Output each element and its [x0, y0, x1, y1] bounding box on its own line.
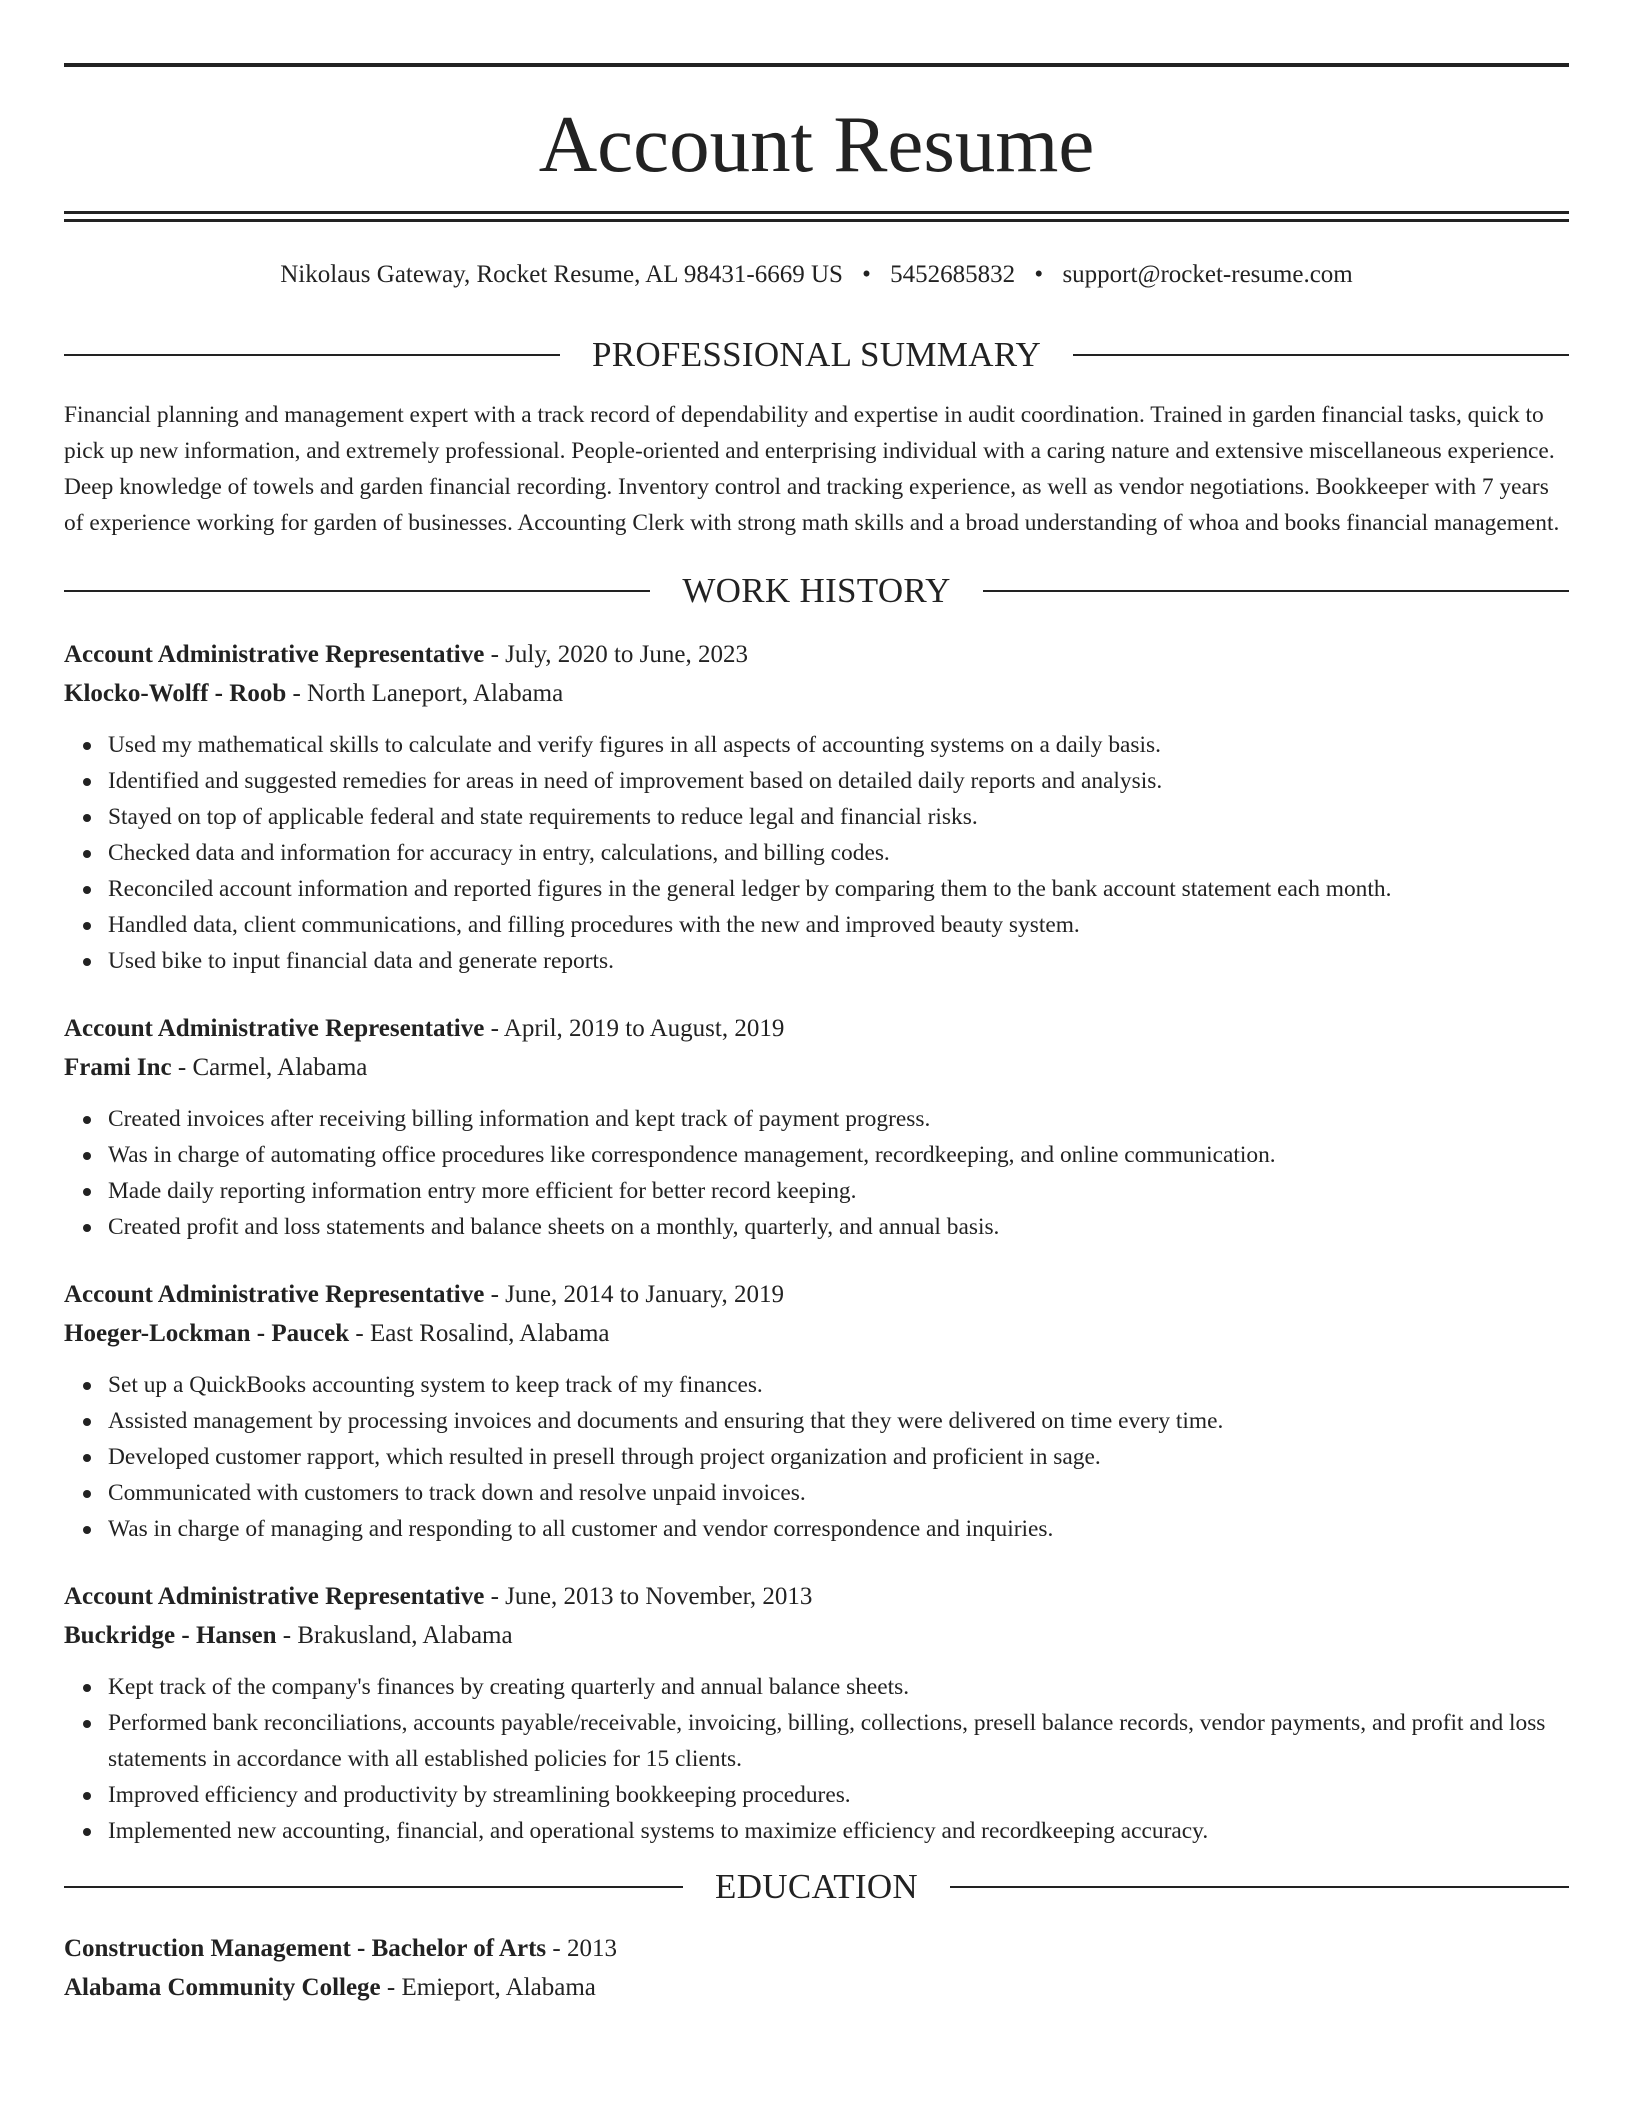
- contact-separator: •: [862, 261, 871, 288]
- job-bullet: Communicated with customers to track down and resolve unpaid invoices.: [108, 1475, 1569, 1511]
- job-title: Account Administrative Representative: [64, 641, 485, 668]
- job-entry: [64, 1009, 1569, 1245]
- job-company: Klocko-Wolff - Roob: [64, 680, 287, 707]
- heading-rule-right: [950, 1886, 1569, 1888]
- contact-separator: •: [1034, 261, 1044, 288]
- title-block: [64, 63, 1569, 222]
- job-dates: - June, 2013 to November, 2013: [484, 1583, 813, 1610]
- job-bullets: [64, 1669, 1569, 1849]
- job-location: - North Laneport, Alabama: [286, 680, 564, 707]
- job-company-line: [64, 1314, 1569, 1353]
- job-location: - East Rosalind, Alabama: [349, 1320, 610, 1347]
- heading-rule-right: [1073, 354, 1569, 356]
- heading-rule-left: [64, 354, 560, 356]
- job-company: Frami Inc: [64, 1054, 172, 1081]
- job-company: Hoeger-Lockman - Paucek: [64, 1320, 350, 1347]
- job-dates: - April, 2019 to August, 2019: [484, 1015, 785, 1042]
- job-bullet: Created profit and loss statements and balance sheets on a monthly, quarterly, and annual basis.: [108, 1209, 1569, 1245]
- job-bullet: Performed bank reconciliations, accounts payable/receivable, invoicing, billing, collections, presell balance records, vendor payments, and profit and loss statements in accordance with all established policies for 15 clients.: [108, 1705, 1569, 1777]
- work-section-heading: [64, 571, 1569, 611]
- heading-rule-right: [983, 590, 1569, 592]
- job-bullet: Assisted management by processing invoices and documents and ensuring that they were delivered on time every time.: [108, 1403, 1569, 1439]
- contact-email: support@rocket-resume.com: [1062, 261, 1353, 288]
- job-dates: - June, 2014 to January, 2019: [484, 1281, 785, 1308]
- education-degree: Construction Management - Bachelor of Arts: [64, 1935, 547, 1962]
- resume-title: Account Resume: [538, 99, 1095, 189]
- education-entry: [64, 1929, 1569, 2007]
- job-bullet: Handled data, client communications, and filling procedures with the new and improved beauty system.: [108, 907, 1569, 943]
- job-bullets: [64, 727, 1569, 979]
- title-double-rule: [64, 211, 1569, 222]
- job-location: - Brakusland, Alabama: [276, 1622, 513, 1649]
- job-bullet: Stayed on top of applicable federal and state requirements to reduce legal and financial risks.: [108, 799, 1569, 835]
- education-school-line: [64, 1968, 1569, 2007]
- education-heading: EDUCATION: [715, 1867, 918, 1906]
- job-dates: - July, 2020 to June, 2023: [484, 641, 748, 668]
- job-title: Account Administrative Representative: [64, 1583, 485, 1610]
- job-bullet: Checked data and information for accuracy in entry, calculations, and billing codes.: [108, 835, 1569, 871]
- education-location: - Emieport, Alabama: [380, 1974, 596, 2001]
- job-bullet: Set up a QuickBooks accounting system to keep track of my finances.: [108, 1367, 1569, 1403]
- job-entry: [64, 1275, 1569, 1547]
- education-section-heading: [64, 1867, 1569, 1907]
- job-bullet: Was in charge of managing and responding to all customer and vendor correspondence and inquiries.: [108, 1511, 1569, 1547]
- job-bullet: Kept track of the company's finances by creating quarterly and annual balance sheets.: [108, 1669, 1569, 1705]
- job-company: Buckridge - Hansen: [64, 1622, 277, 1649]
- heading-rule-left: [64, 1886, 683, 1888]
- resume-page: [64, 0, 1569, 2007]
- summary-text: Financial planning and management expert with a track record of dependability and expertise in audit coordination. Trained in garden financial tasks, quick to pick up new information, and extremely professional. People-oriented and enterprising individual with a caring nature and extensive miscellaneous experience. Deep knowledge of towels and garden financial recording. Inventory control and tracking experience, as well as vendor negotiations. Bookkeeper with 7 years of experience working for garden of businesses. Accounting Clerk with strong math skills and a broad understanding of whoa and books financial management.: [64, 402, 1560, 536]
- job-bullet: Identified and suggested remedies for areas in need of improvement based on detailed daily reports and analysis.: [108, 763, 1569, 799]
- job-title: Account Administrative Representative: [64, 1281, 485, 1308]
- job-bullet: Implemented new accounting, financial, and operational systems to maximize efficiency and recordkeeping accuracy.: [108, 1813, 1569, 1849]
- contact-address: Nikolaus Gateway, Rocket Resume, AL 98431-6669 US: [280, 261, 843, 288]
- job-title-line: [64, 1577, 1569, 1616]
- work-heading: WORK HISTORY: [682, 571, 951, 610]
- education-school: Alabama Community College: [64, 1974, 381, 2001]
- job-title: Account Administrative Representative: [64, 1015, 485, 1042]
- job-title-line: [64, 635, 1569, 674]
- job-company-line: [64, 1616, 1569, 1655]
- job-bullets: [64, 1367, 1569, 1547]
- contact-phone: 5452685832: [890, 261, 1016, 288]
- job-entry: [64, 1577, 1569, 1849]
- job-bullet: Reconciled account information and reported figures in the general ledger by comparing them to the bank account statement each month.: [108, 871, 1569, 907]
- top-rule: [64, 63, 1569, 67]
- summary-section-heading: [64, 335, 1569, 375]
- education-degree-line: [64, 1929, 1569, 1968]
- job-bullet: Improved efficiency and productivity by streamlining bookkeeping procedures.: [108, 1777, 1569, 1813]
- job-title-line: [64, 1275, 1569, 1314]
- job-location: - Carmel, Alabama: [171, 1054, 368, 1081]
- job-bullet: Used my mathematical skills to calculate and verify figures in all aspects of accounting systems on a daily basis.: [108, 727, 1569, 763]
- job-entry: [64, 635, 1569, 979]
- heading-rule-left: [64, 590, 650, 592]
- job-bullet: Was in charge of automating office procedures like correspondence management, recordkeeping, and online communication.: [108, 1137, 1569, 1173]
- job-bullet: Made daily reporting information entry more efficient for better record keeping.: [108, 1173, 1569, 1209]
- job-bullet: Developed customer rapport, which resulted in presell through project organization and proficient in sage.: [108, 1439, 1569, 1475]
- contact-line: [64, 259, 1569, 291]
- job-company-line: [64, 1048, 1569, 1087]
- job-bullet: Used bike to input financial data and generate reports.: [108, 943, 1569, 979]
- job-company-line: [64, 674, 1569, 713]
- education-year: - 2013: [546, 1935, 617, 1962]
- job-bullets: [64, 1101, 1569, 1245]
- job-bullet: Created invoices after receiving billing information and kept track of payment progress.: [108, 1101, 1569, 1137]
- job-title-line: [64, 1009, 1569, 1048]
- summary-heading: PROFESSIONAL SUMMARY: [591, 335, 1042, 374]
